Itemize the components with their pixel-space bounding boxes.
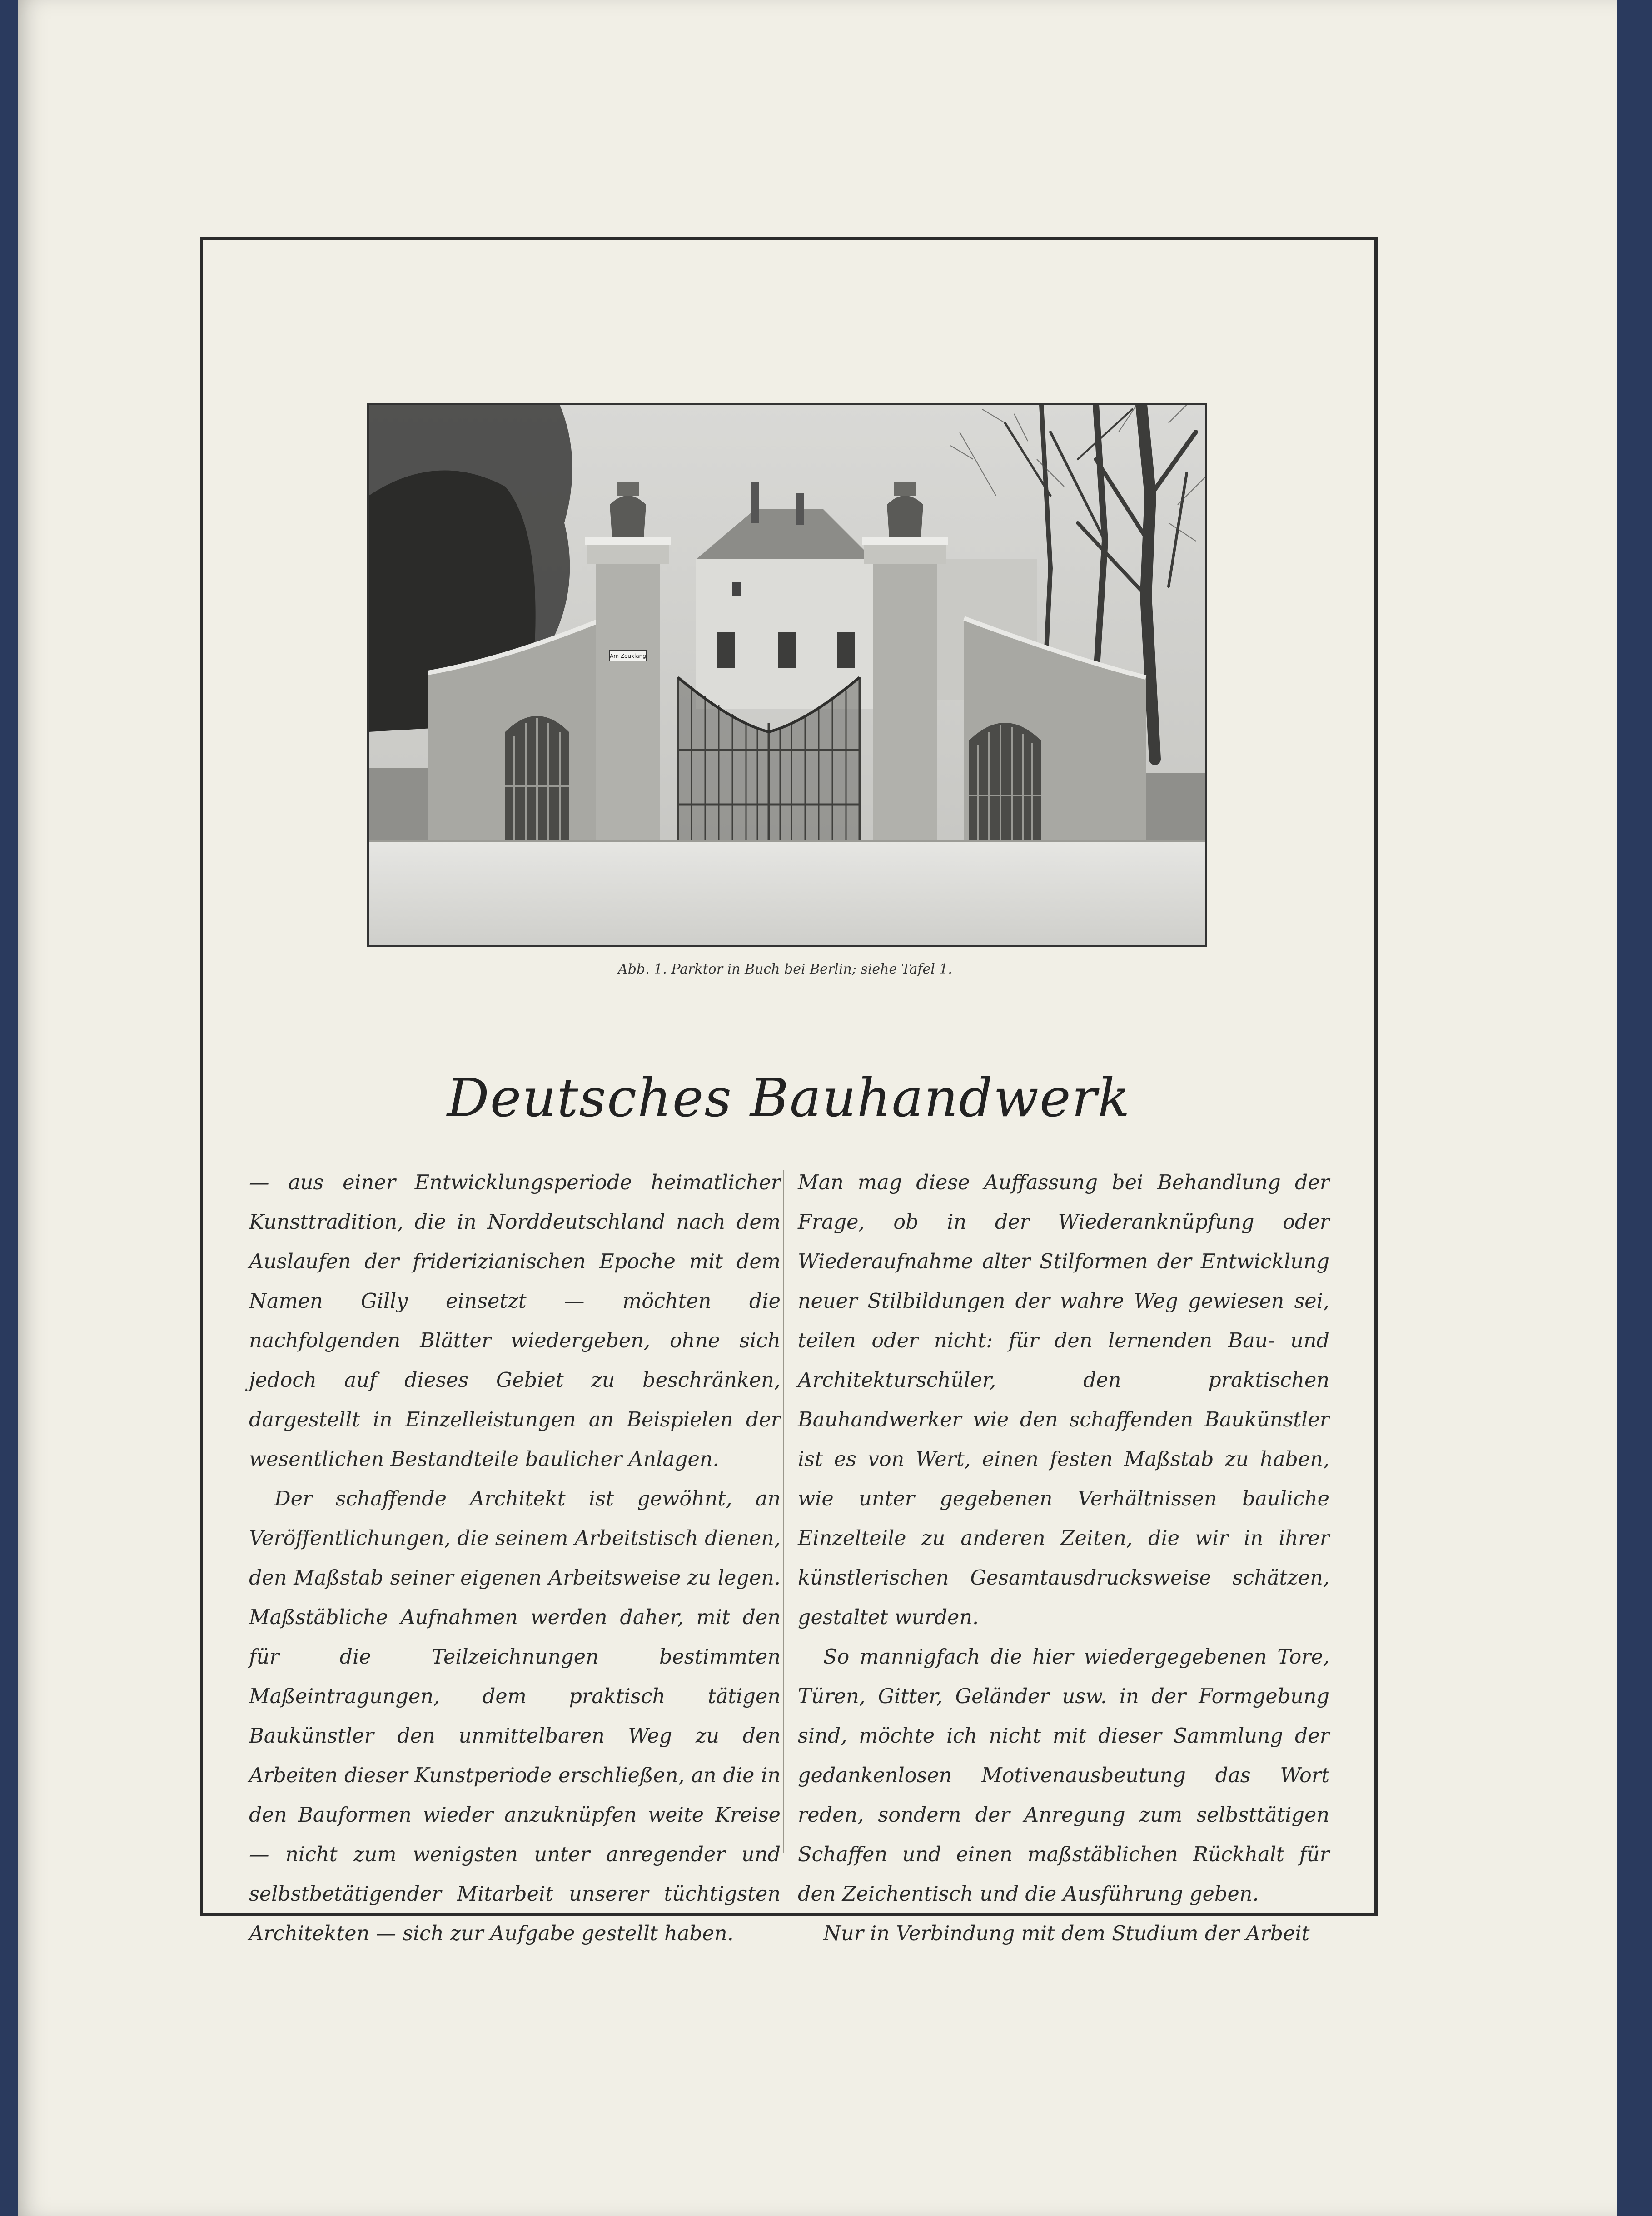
street-sign-text: Am Zeuklang — [610, 653, 646, 659]
paragraph: Nur in Verbindung mit dem Studium der Arbeit — [823, 1922, 1310, 1945]
paragraph: So mannigfach die hier wiedergegebenen Tore, Türen, Gitter, Geländer usw. in der Formgebung sind, möchte ich nicht mit dieser Sammlung der gedankenlosen Motivenausbeutung das Wort reden, sondern der Anregung zum selbsttätigen Schaffen und einen maßstäblichen Rückhalt für den Zeichentisch und die Ausführung geben. — [798, 1645, 1329, 1906]
figure-caption: Abb. 1. Parktor in Buch bei Berlin; siehe Tafel 1. — [618, 961, 952, 977]
gate-photo-illustration — [369, 405, 1205, 945]
paragraph: Man mag diese Auffassung bei Behandlung der Frage, ob in der Wiederanknüpfung oder Wiederaufnahme alter Stilformen der Entwicklung neuer Stilbildungen der wahre Weg gewiesen sei, teilen oder nicht: für den lernenden Bau- und Architekturschüler, den praktischen Bauhandwerker wie den schaffenden Baukünstler ist es von Wert, einen festen Maßstab zu haben, wie unter gegebenen Verhältnissen bauliche Einzelteile zu anderen Zeiten, die wir in ihrer künstlerischen Gesamtausdrucksweise schätzen, gestaltet wurden. — [798, 1171, 1329, 1629]
left-text-column — [249, 1163, 781, 1945]
article-title: Deutsches Bauhandwerk — [447, 1068, 1131, 1129]
right-text-column — [798, 1163, 1329, 1945]
paragraph: Der schaffende Architekt ist gewöhnt, an Veröffentlichungen, die seinem Arbeitstisch dienen, den Maßstab seiner eigenen Arbeitsweise zu legen. Maßstäbliche Aufnahmen werden daher, mit den für die Teilzeichnungen bestimmten Maßeintragungen, dem praktisch tätigen Baukünstler den unmittelbaren Weg zu den Arbeiten dieser Kunstperiode erschließen, an die in den Bauformen wieder anzuknüpfen weite Kreise — nicht zum wenigsten unter anregender und selbstbetätigender Mitarbeit unserer tüchtigsten Architekten — sich zur Aufgabe gestellt haben. — [249, 1487, 781, 1945]
column-divider — [783, 1170, 784, 1853]
paragraph: — aus einer Entwicklungsperiode heimatlicher Kunsttradition, die in Norddeutschland nach dem Auslaufen der friderizianischen Epoche mit dem Namen Gilly einsetzt — möchten die nachfolgenden Blätter wiedergeben, ohne sich jedoch auf dieses Gebiet zu beschränken, dargestellt in Einzelleistungen an Beispielen der wesentlichen Bestandteile baulicher Anlagen. — [249, 1171, 781, 1471]
gate-photograph — [367, 403, 1207, 947]
